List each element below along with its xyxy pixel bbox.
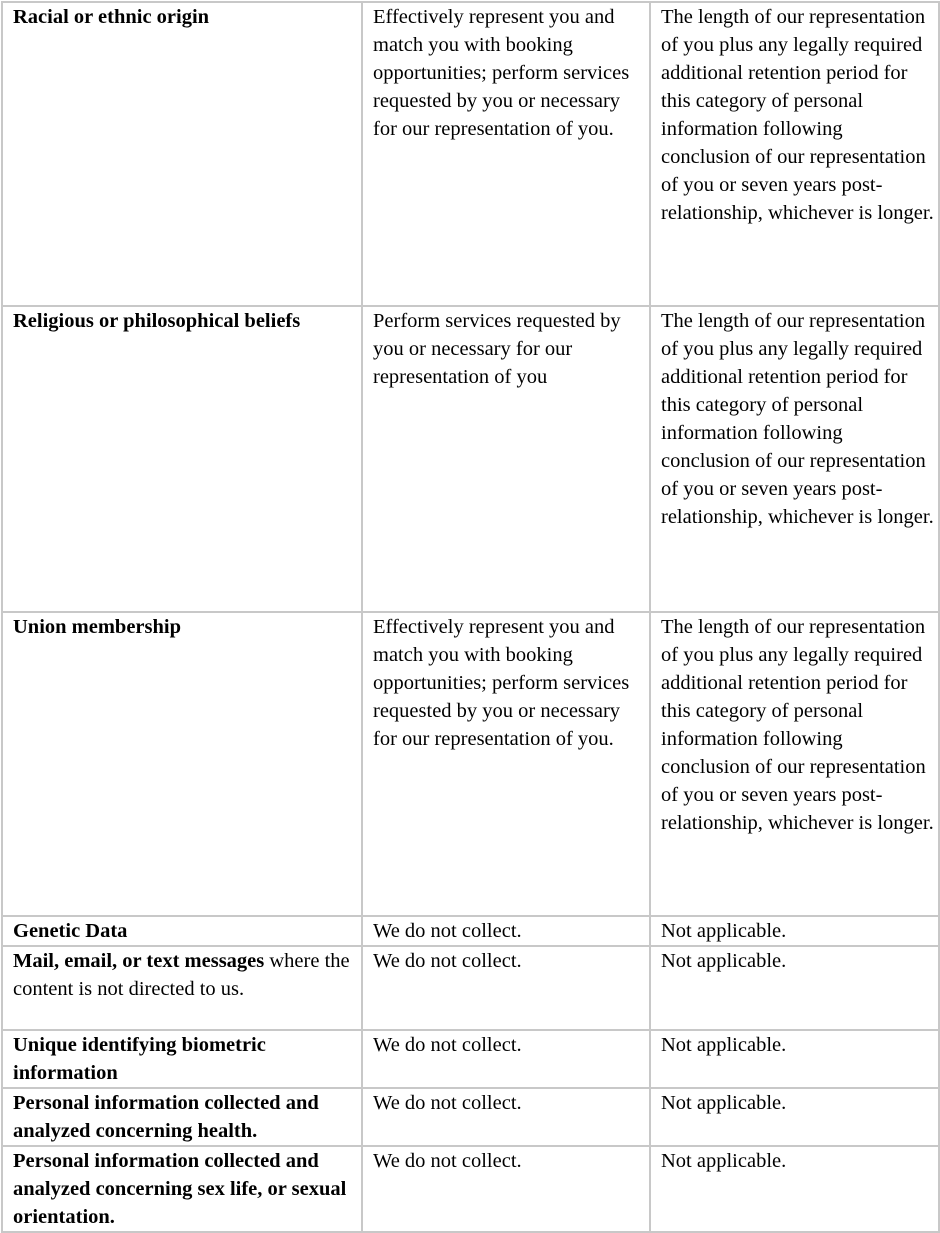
category-cell <box>2 306 362 612</box>
purpose-cell: We do not collect. <box>362 916 650 946</box>
category-label: Unique identifying biometric information <box>13 1034 266 1084</box>
category-cell <box>2 2 362 306</box>
category-note: where the content is not directed to us. <box>13 950 350 1000</box>
table-row <box>2 1088 939 1146</box>
sensitive-information-table <box>1 1 940 1233</box>
category-cell <box>2 612 362 916</box>
category-cell <box>2 1088 362 1146</box>
category-label: Genetic Data <box>13 920 128 942</box>
retention-cell: The length of our representation of you plus any legally required additional retention period for this category of personal information following conclusion of our representation of you or seven years post-relationship, whichever is longer. <box>650 612 939 916</box>
category-label: Religious or philosophical beliefs <box>13 310 301 332</box>
category-cell <box>2 946 362 1030</box>
purpose-cell: We do not collect. <box>362 1030 650 1088</box>
retention-cell: Not applicable. <box>650 946 939 1030</box>
purpose-cell: We do not collect. <box>362 1146 650 1232</box>
category-cell <box>2 1030 362 1088</box>
category-cell <box>2 916 362 946</box>
table-row <box>2 612 939 916</box>
category-label: Personal information collected and analyzed concerning health. <box>13 1092 319 1142</box>
table-row <box>2 2 939 306</box>
category-label: Union membership <box>13 616 182 638</box>
retention-cell: Not applicable. <box>650 1146 939 1232</box>
table-row <box>2 306 939 612</box>
purpose-cell: Effectively represent you and match you with booking opportunities; perform services requested by you or necessary for our representation of you. <box>362 2 650 306</box>
retention-cell: Not applicable. <box>650 1088 939 1146</box>
category-label: Personal information collected and analyzed concerning sex life, or sexual orientation. <box>13 1150 347 1228</box>
table-row <box>2 946 939 1030</box>
category-cell <box>2 1146 362 1232</box>
retention-cell: The length of our representation of you plus any legally required additional retention period for this category of personal information following conclusion of our representation of you or seven years post-relationship, whichever is longer. <box>650 306 939 612</box>
retention-cell: Not applicable. <box>650 916 939 946</box>
table-row <box>2 916 939 946</box>
table-row <box>2 1146 939 1232</box>
category-label: Racial or ethnic origin <box>13 6 210 28</box>
retention-cell: Not applicable. <box>650 1030 939 1088</box>
table-row <box>2 1030 939 1088</box>
category-label: Mail, email, or text messages <box>13 950 265 972</box>
purpose-cell: We do not collect. <box>362 946 650 1030</box>
purpose-cell: Effectively represent you and match you with booking opportunities; perform services requested by you or necessary for our representation of you. <box>362 612 650 916</box>
retention-cell: The length of our representation of you plus any legally required additional retention period for this category of personal information following conclusion of our representation of you or seven years post-relationship, whichever is longer. <box>650 2 939 306</box>
purpose-cell: We do not collect. <box>362 1088 650 1146</box>
purpose-cell: Perform services requested by you or necessary for our representation of you <box>362 306 650 612</box>
